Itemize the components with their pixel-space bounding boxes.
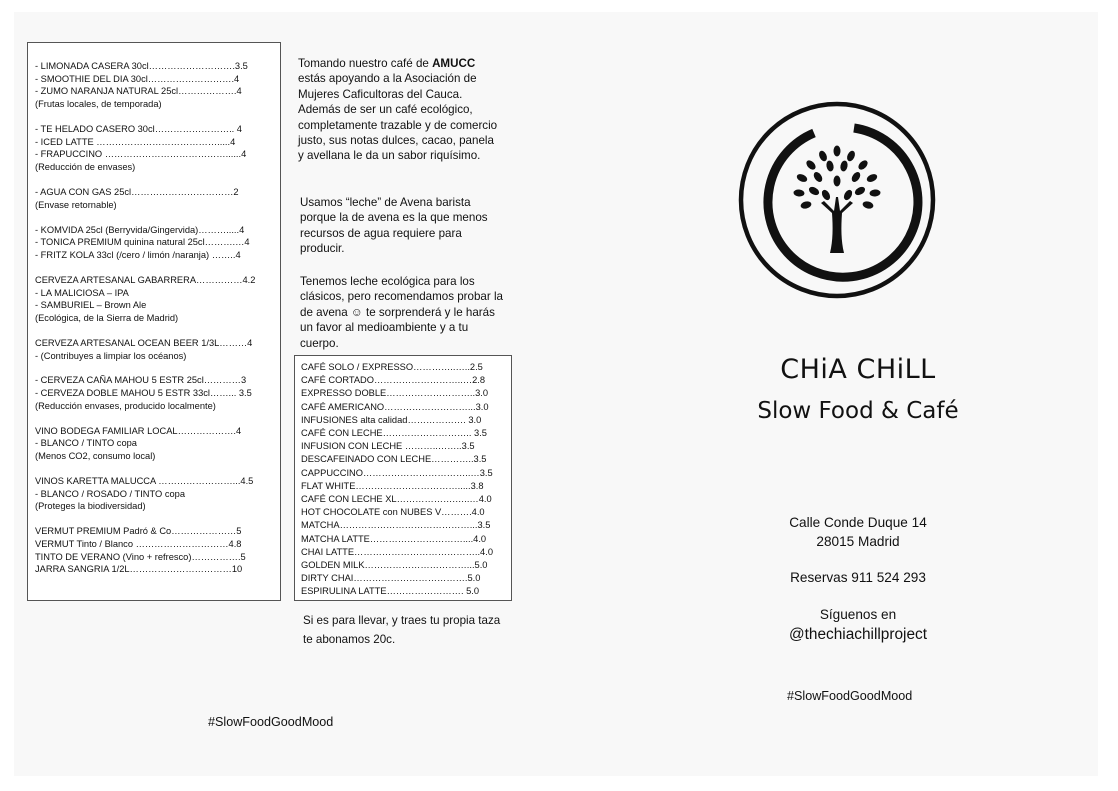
coffee-menu-line: CAPPUCCINO……………………………..…3.5: [301, 467, 493, 478]
drinks-menu-line: (Menos CO2, consumo local): [35, 451, 156, 462]
drinks-menu-line: (Reducción envases, producido localmente): [35, 400, 216, 411]
drinks-group: [35, 123, 280, 174]
drinks-menu-line: - ICED LATTE ………………………………….....4: [35, 136, 236, 147]
drinks-menu-line: (Envase retornable): [35, 199, 117, 210]
amucc-highlight: AMUCC: [432, 57, 476, 70]
address-city: 28015 Madrid: [816, 534, 900, 549]
coffee-menu-line: INFUSION CON LECHE ………..……..3.5: [301, 441, 475, 452]
drinks-menu-line: - BLANCO / TINTO copa: [35, 438, 137, 449]
follow-us-label: Síguenos en: [819, 607, 897, 622]
drinks-menu-line: JARRA SANGRIA 1/2L……………………………10: [35, 564, 243, 575]
drinks-menu-line: (Ecológica, de la Sierra de Madrid): [35, 313, 179, 323]
coffee-menu-line: MATCHA LATTE…………………………....4.0: [301, 533, 487, 544]
drinks-menu-line: VERMUT PREMIUM Padró & Co…………………5: [35, 526, 242, 537]
drinks-group: [35, 337, 280, 362]
drinks-menu-line: - FRAPUCCINO …………………………………......4: [35, 149, 247, 160]
drinks-menu-line: - FRITZ KOLA 33cl (/cero / limón /naranja) ……..4: [35, 250, 241, 260]
drinks-menu-line: - LIMONADA CASERA 30cl……………………….3.5: [35, 61, 248, 71]
about-coffee-text: Tomando nuestro café de: [298, 57, 433, 70]
takeaway-note: Si es para llevar, y traes tu propia taza te abonamos 20c.: [303, 614, 501, 646]
drinks-menu-line: CERVEZA ARTESANAL GABARRERA……………4.2: [35, 274, 256, 285]
drinks-group: [35, 525, 280, 576]
drinks-menu-line: - CERVEZA CAÑA MAHOU 5 ESTR 25cl…………3: [35, 375, 247, 386]
drinks-menu-line: (Proteges la biodiversidad): [35, 501, 146, 512]
drinks-menu-line: - KOMVIDA 25cl (Berryvida/Gingervida)……….....4: [35, 224, 245, 235]
coffee-menu-line: DIRTY CHAI……………………………….5.0: [301, 573, 481, 584]
drinks-menu-line: TINTO DE VERANO (Vino + refresco)…………….5: [35, 551, 246, 562]
coffee-menu-line: GOLDEN MILK……………………………...5.0: [301, 560, 488, 571]
drinks-menu-line: VERMUT Tinto / Blanco …………………………4.8: [35, 539, 242, 550]
about-coffee-text-rest: estás apoyando a la Asociación de Mujeres Caficultoras del Cauca. Además de ser un café ecológico, completamente trazable y de comercio justo, sus notas dulces, cacao, panela y avellana le da un sabor riquísimo.: [298, 72, 498, 163]
drinks-menu-line: CERVEZA ARTESANAL OCEAN BEER 1/3L………4: [35, 337, 253, 348]
drinks-menu-line: - TONICA PREMIUM quinina natural 25cl……….…4: [35, 237, 250, 248]
coffee-menu-line: DESCAFEINADO CON LECHE…………..3.5: [301, 454, 487, 465]
coffee-menu-line: CAFÉ SOLO / EXPRESSO…………..…..2.5: [301, 362, 483, 372]
about-coffee-paragraph: [298, 56, 498, 164]
drinks-menu-line: VINO BODEGA FAMILIAR LOCAL……………….4: [35, 425, 242, 436]
drinks-menu-line: - ZUMO NARANJA NATURAL 25cl……………….4: [35, 86, 242, 97]
drinks-menu-line: - (Contribuyes a limpiar los océanos): [35, 350, 187, 361]
oat-milk-paragraph: Usamos “leche” de Avena barista porque la de avena es la que menos recursos de agua requiere para producir.: [300, 196, 488, 256]
brand-tagline: Slow Food & Café: [757, 398, 959, 424]
drinks-menu-line: - SMOOTHIE DEL DIA 30cl……………………….4: [35, 73, 240, 84]
drinks-menu-line: (Reducción de envases): [35, 162, 136, 173]
hashtag-right: #SlowFoodGoodMood: [787, 689, 913, 703]
organic-milk-paragraph: Tenemos leche ecológica para los clásicos, pero recomendamos probar la de avena ☺ te sorprenderá y le harás un favor al medioambiente y a tu cuerpo.: [300, 275, 503, 350]
drinks-menu-line: - BLANCO / ROSADO / TINTO copa: [35, 488, 185, 499]
coffee-menu-line: CHAI LATTE…………………………………..4.0: [301, 546, 493, 557]
drinks-menu-box: [27, 42, 281, 601]
reservations-phone: Reservas 911 524 293: [790, 570, 926, 585]
drinks-group: [35, 224, 280, 262]
coffee-menu-line: ESPIRULINA LATTE……………………. 5.0: [301, 586, 480, 597]
hashtag-left: #SlowFoodGoodMood: [208, 715, 334, 729]
drinks-group: [35, 274, 280, 325]
drinks-menu-line: (Frutas locales, de temporada): [35, 99, 162, 110]
coffee-menu-box: [294, 355, 512, 601]
drinks-menu-line: - CERVEZA DOBLE MAHOU 5 ESTR 33cl……... 3.5: [35, 388, 252, 399]
drinks-menu-line: - TE HELADO CASERO 30cl…………………….. 4: [35, 124, 242, 134]
social-handle: @thechiachillproject: [789, 626, 927, 643]
drinks-group: [35, 374, 280, 412]
coffee-menu-line: FLAT WHITE…………………………….....3.8: [301, 480, 484, 491]
address-street: Calle Conde Duque 14: [789, 515, 927, 530]
drinks-menu-line: - SAMBURIEL – Brown Ale: [35, 300, 147, 311]
coffee-menu-line: CAFÉ AMERICANO………………………...3.0: [301, 401, 489, 412]
tree-in-circle-icon: [732, 101, 948, 301]
drinks-menu-line: VINOS KARETTA MALUCCA ……………………...4.5: [35, 476, 254, 487]
drinks-group: [35, 475, 280, 513]
coffee-menu-line: CAFÉ CORTADO………………………..…2.8: [301, 375, 486, 386]
coffee-menu-line: HOT CHOCOLATE con NUBES V……….4.0: [301, 507, 485, 518]
coffee-menu-line: MATCHA……………………………………...3.5: [301, 520, 491, 531]
drinks-group: [35, 60, 280, 111]
coffee-menu-line: INFUSIONES alta calidad………………. 3.0: [301, 414, 482, 425]
drinks-menu-line: - AGUA CON GAS 25cl……………………………2: [35, 187, 239, 197]
drinks-group: [35, 186, 280, 211]
drinks-group: [35, 425, 280, 463]
address: [740, 513, 976, 551]
coffee-menu-line: CAFÉ CON LECHE XL……………….…..…4.0: [301, 494, 492, 505]
coffee-menu-line: EXPRESSO DOBLE………………………..3.0: [301, 388, 489, 399]
drinks-menu-line: - LA MALICIOSA – IPA: [35, 287, 129, 298]
coffee-menu-line: CAFÉ CON LECHE……………………….. 3.5: [301, 428, 487, 439]
brand-name: CHiA CHiLL: [780, 354, 936, 385]
